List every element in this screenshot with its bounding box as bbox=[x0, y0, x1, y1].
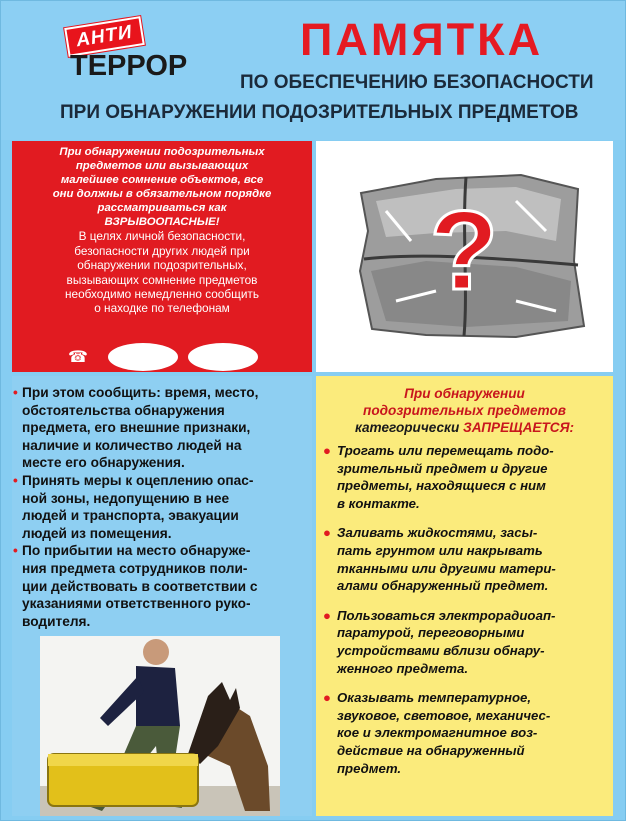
red-italic-line: предметов или вызывающих bbox=[75, 159, 249, 172]
prohibitions-heading-line: При обнаружении bbox=[404, 386, 525, 401]
red-body-line: обнаружении подозрительных, bbox=[77, 258, 247, 273]
explosive-warning: ВЗРЫВООПАСНЫЕ! bbox=[104, 215, 220, 228]
prohibitions-heading-line: подозрительных предметов bbox=[363, 403, 566, 418]
suitcase-lid bbox=[48, 754, 198, 766]
prohibition-line: звуковое, световое, механичес- bbox=[337, 707, 551, 723]
officer-dog-illustration bbox=[40, 636, 280, 816]
instruction-line: ции действовать в соответствии с bbox=[22, 578, 258, 594]
red-italic-line: При обнаружении подозрительных bbox=[59, 146, 265, 158]
phone-number-blank bbox=[108, 343, 178, 371]
red-body-line: В целях личной безопасности, bbox=[78, 229, 246, 244]
instruction-line: ния предмета сотрудников поли- bbox=[22, 560, 248, 576]
heading-forbidden: ЗАПРЕЩАЕТСЯ: bbox=[463, 420, 575, 435]
instruction-line: наличие и количество людей на bbox=[22, 437, 242, 453]
officer-with-dog-photo bbox=[40, 636, 280, 816]
instruction-line: людей из помещения. bbox=[22, 525, 172, 541]
officer-jacket bbox=[136, 666, 180, 728]
prohibition-line: предмет. bbox=[337, 760, 402, 776]
subtitle-line-2: ПРИ ОБНАРУЖЕНИИ ПОДОЗРИТЕЛЬНЫХ ПРЕДМЕТОВ bbox=[60, 102, 579, 123]
prohibition-line: пать грунтом или накрывать bbox=[337, 542, 543, 558]
bullet-icon: ● bbox=[323, 525, 331, 541]
prohibition-line: Заливать жидкостями, засы- bbox=[337, 525, 538, 541]
anti-terror-logo bbox=[58, 16, 193, 90]
prohibitions-list bbox=[320, 442, 610, 789]
red-body-line: вызывающих сомнение предметов bbox=[66, 272, 258, 287]
subtitle-line-1: ПО ОБЕСПЕЧЕНИЮ БЕЗОПАСНОСТИ bbox=[240, 72, 594, 93]
instruction-line: водителя. bbox=[22, 613, 91, 629]
prohibitions-heading-line bbox=[316, 419, 613, 436]
prohibition-line: женного предмета. bbox=[337, 660, 469, 676]
red-italic-line: рассматриваться как bbox=[97, 201, 227, 214]
bullet-icon: • bbox=[13, 385, 18, 400]
red-body-line: необходимо немедленно сообщить bbox=[65, 287, 259, 302]
prohibition-line: действие на обнаруженный bbox=[337, 742, 525, 758]
bullet-icon: ● bbox=[323, 607, 331, 623]
heading-categorically: категорически bbox=[354, 420, 464, 435]
bullet-icon: ● bbox=[323, 443, 331, 458]
red-body-line: о находке по телефонам bbox=[94, 301, 230, 316]
logo-terror-label: ТЕРРОР bbox=[70, 50, 188, 82]
instruction-paragraph bbox=[13, 384, 310, 472]
red-body-line: безопасности других людей при bbox=[74, 243, 250, 258]
red-warning-text bbox=[14, 146, 310, 316]
prohibition-line: устройствами вблизи обнару- bbox=[337, 642, 545, 658]
prohibition-line: тканными или другими матери- bbox=[337, 560, 556, 576]
package-illustration bbox=[316, 141, 613, 372]
instruction-line: По прибытии на место обнаруже- bbox=[22, 543, 251, 559]
telephone-icon: ☎ bbox=[68, 349, 88, 366]
red-italic-line: они должны в обязательном порядке bbox=[52, 187, 272, 200]
prohibition-line: алами обнаруженный предмет. bbox=[337, 578, 549, 594]
instruction-line: обстоятельства обнаружения bbox=[22, 402, 225, 418]
instruction-paragraph bbox=[13, 542, 310, 630]
prohibition-line: Пользоваться электрорадиоап- bbox=[337, 607, 556, 623]
bullet-icon: • bbox=[13, 472, 18, 488]
suspicious-package-image bbox=[316, 141, 613, 372]
prohibition-item bbox=[320, 607, 610, 677]
prohibition-line: Оказывать температурное, bbox=[337, 690, 531, 706]
instruction-line: Принять меры к оцеплению опас- bbox=[22, 472, 254, 488]
prohibition-item bbox=[320, 524, 610, 594]
instruction-line: предмета, его внешние признаки, bbox=[22, 420, 251, 436]
red-italic-line: малейшее сомнение объектов, все bbox=[60, 173, 264, 186]
instruction-line: людей и транспорта, эвакуации bbox=[22, 508, 239, 524]
instruction-line: месте его обнаружения. bbox=[22, 455, 185, 471]
prohibitions-heading bbox=[316, 385, 613, 436]
question-mark-icon: ? bbox=[429, 188, 499, 313]
bullet-icon: • bbox=[13, 543, 18, 559]
instruction-line: ной зоны, недопущению в нее bbox=[22, 490, 230, 506]
instruction-paragraph bbox=[13, 472, 310, 542]
prohibition-line: паратурой, переговорными bbox=[337, 625, 525, 641]
prohibition-item bbox=[320, 442, 610, 512]
instruction-line: При этом сообщить: время, место, bbox=[22, 385, 259, 400]
prohibition-line: кое и электромагнитное воз- bbox=[337, 725, 538, 741]
prohibition-line: Трогать или перемещать подо- bbox=[337, 443, 554, 458]
bullet-icon: ● bbox=[323, 690, 331, 706]
phone-numbers-row bbox=[60, 343, 300, 371]
officer-head bbox=[143, 639, 169, 665]
page-title: ПАМЯТКА bbox=[300, 14, 544, 65]
prohibition-item bbox=[320, 689, 610, 777]
phone-number-blank bbox=[188, 343, 258, 371]
logo-anti-label: АНТИ bbox=[64, 16, 144, 57]
prohibition-line: предметы, находящиеся с ним bbox=[337, 478, 546, 494]
prohibition-line: в контакте. bbox=[337, 495, 420, 511]
instruction-line: указаниями ответственного руко- bbox=[22, 596, 251, 612]
prohibition-line: зрительный предмет и другие bbox=[337, 460, 548, 476]
instructions-text bbox=[13, 384, 310, 630]
